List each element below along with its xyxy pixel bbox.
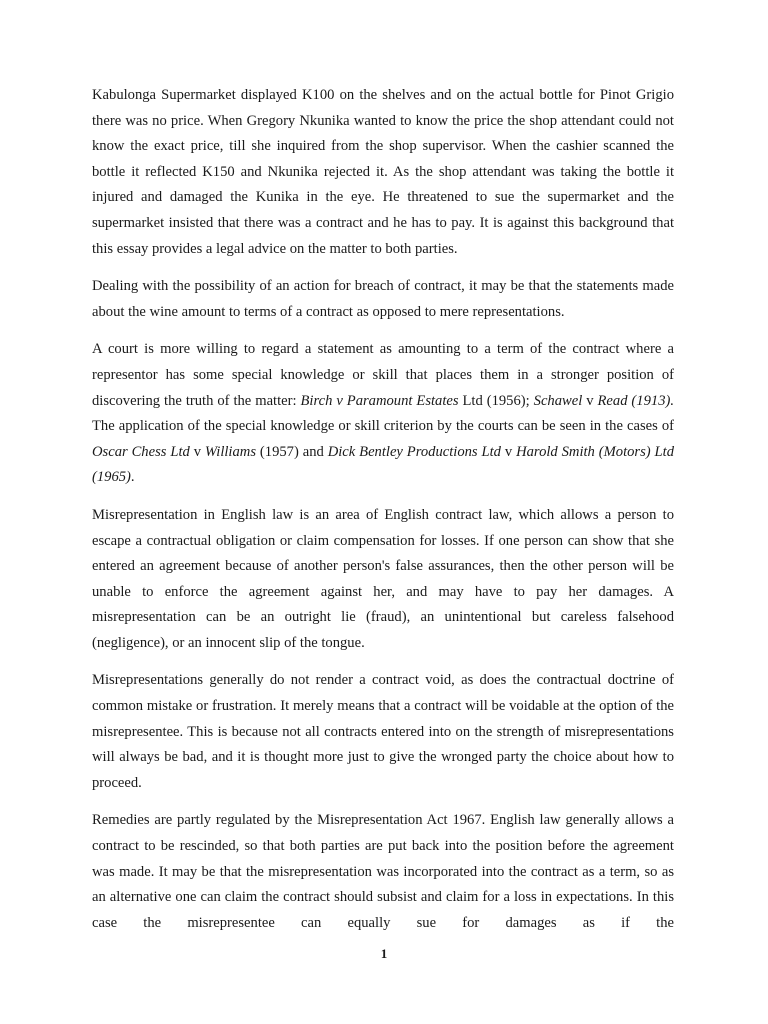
text-run: A court is more willing to regard a statement as amounting to a term of the contract where a representor has some special knowledge or skill that places them in a stronger position of discovering the truth of the matter:	[92, 341, 674, 409]
case-citation: Dick Bentley Productions Ltd	[327, 443, 501, 460]
text-run: v	[189, 443, 205, 460]
text-run: .	[130, 469, 135, 486]
paragraph-misrepresentation: Misrepresentation in English law is an area of English contract law, which allows a person to escape a contractual obligation or claim compensation for losses. If one person can show that she entered an agreement because of another person's false assurances, then the other person will be unable to enforce the agreement against her, and may have to pay her damages. A misrepresentation can be an outright lie (fraud), an unintentional but careless falsehood (negligence), or an innocent slip of the tongue.	[92, 506, 674, 651]
paragraph-remedies: Remedies are partly regulated by the Misrepresentation Act 1967. English law generally allows a contract to be rescinded, so that both parties are put back into the position before the agreement was made. It may be that the misrepresentation was incorporated into the contract as a term, so as an alternative one can claim the contract should subsist and claim for a loss in expectations. In this case the misrepresentee can equally sue for damages as if the	[92, 812, 674, 931]
text-run: The application of the special knowledge or skill criterion by the courts can be seen in the cases of	[92, 418, 674, 435]
paragraph-special-knowledge	[92, 337, 674, 491]
paragraph-facts: Kabulonga Supermarket displayed K100 on the shelves and on the actual bottle for Pinot Grigio there was no price. When Gregory Nkunika wanted to know the price the shop attendant could not know the exact price, till she inquired from the shop supervisor. When the cashier scanned the bottle it reflected K150 and Nkunika rejected it. As the shop attendant was taking the bottle it injured and damaged the Kunika in the eye. He threatened to sue the supermarket and the supermarket insisted that there was a contract and he has to pay. It is against this background that this essay provides a legal advice on the matter to both parties.	[92, 87, 674, 257]
case-citation: Schawel	[533, 392, 583, 409]
document-body	[92, 83, 674, 948]
case-citation: Williams	[204, 443, 257, 460]
text-run: Ltd (1956);	[458, 392, 534, 409]
text-run: (1957) and	[256, 443, 328, 460]
case-citation: Oscar Chess Ltd	[92, 443, 190, 460]
text-run: v	[582, 392, 598, 409]
text-run: v	[500, 443, 517, 460]
paragraph-voidable: Misrepresentations generally do not render a contract void, as does the contractual doctrine of common mistake or frustration. It merely means that a contract will be voidable at the option of the misrepresentee. This is because not all contracts entered into on the strength of misrepresentations will always be bad, and it is thought more just to give the wronged party the choice about how to proceed.	[92, 672, 674, 791]
case-citation: Birch v Paramount Estates	[300, 392, 459, 409]
page-number: 1	[380, 946, 388, 961]
case-citation: Read (1913).	[597, 392, 674, 409]
paragraph-breach-of-contract: Dealing with the possibility of an action for breach of contract, it may be that the statements made about the wine amount to terms of a contract as opposed to mere representations.	[92, 278, 674, 320]
case-citation: Harold Smith (Motors) Ltd (1965)	[92, 443, 675, 486]
